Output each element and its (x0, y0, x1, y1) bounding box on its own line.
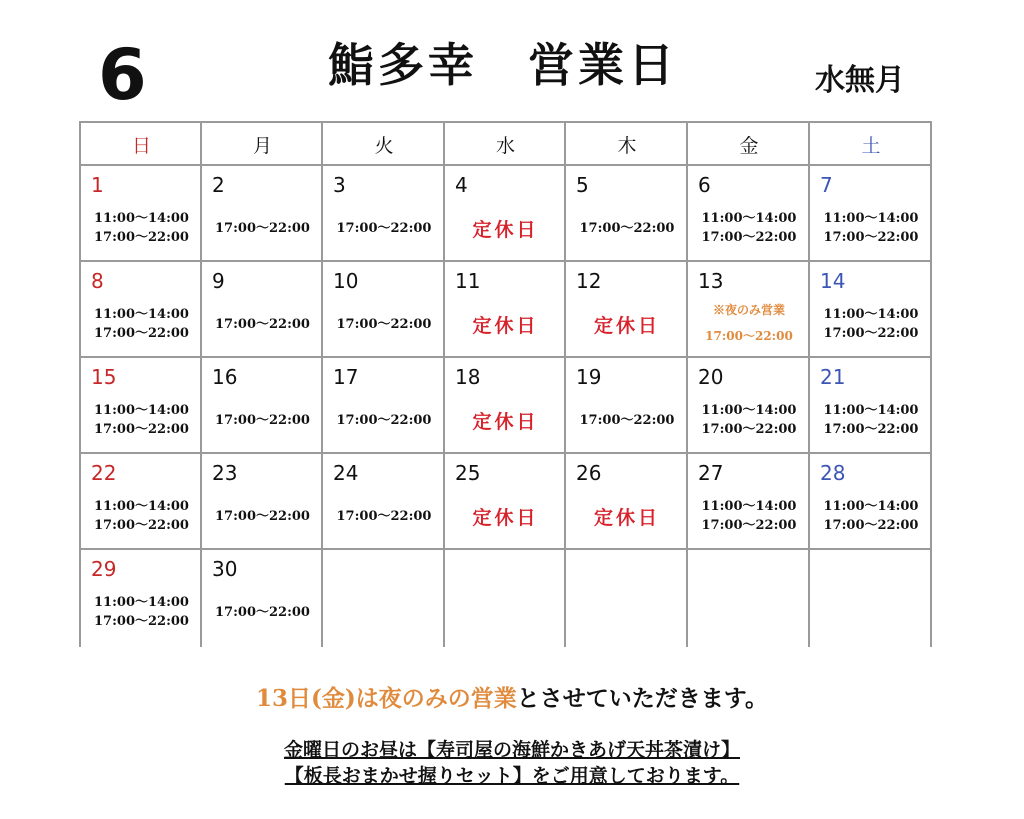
business-hours: 17:00〜22:00 (215, 221, 310, 236)
weekday-header: 土 (861, 134, 881, 157)
day-cell (810, 165, 932, 261)
day-number: 27 (698, 461, 724, 485)
day-cell (688, 453, 810, 549)
month-name: 水無月 (815, 63, 905, 98)
notice-text (0, 680, 1024, 713)
day-cell (323, 453, 445, 549)
business-hours: 11:00〜14:00 17:00〜22:00 (823, 211, 919, 245)
day-number: 6 (698, 173, 711, 197)
business-hours: 17:00〜22:00 (336, 317, 432, 332)
weekday-header: 月 (252, 134, 272, 157)
closed-day-label: 定休日 (593, 315, 660, 337)
month-number: 6 (98, 34, 147, 116)
day-cell (566, 357, 688, 453)
weekday-header: 金 (739, 134, 759, 157)
business-hours: 11:00〜14:00 17:00〜22:00 (701, 499, 797, 533)
business-hours: 17:00〜22:00 (336, 413, 432, 428)
business-hours: 17:00〜22:00 (215, 413, 310, 428)
calendar-grid (79, 121, 932, 647)
day-cell (323, 261, 445, 357)
business-hours: 17:00〜22:00 (215, 509, 310, 524)
day-number: 17 (333, 365, 359, 389)
notice-highlight: 13日(金)は夜のみの営業 (256, 685, 517, 712)
business-hours: 11:00〜14:00 17:00〜22:00 (823, 403, 919, 437)
special-hours-note: ※夜のみ営業 17:00〜22:00 (705, 303, 793, 343)
day-number: 20 (698, 365, 724, 389)
business-hours: 17:00〜22:00 (215, 317, 310, 332)
day-number: 24 (333, 461, 359, 485)
day-number: 18 (455, 365, 481, 389)
notice-rest: とさせていただきます。 (516, 685, 768, 712)
business-hours: 11:00〜14:00 17:00〜22:00 (94, 595, 189, 629)
day-cell (445, 453, 566, 549)
business-hours: 17:00〜22:00 (215, 605, 310, 620)
day-number: 11 (455, 269, 481, 293)
day-number: 28 (820, 461, 846, 485)
business-hours: 11:00〜14:00 17:00〜22:00 (94, 211, 189, 245)
day-cell (202, 261, 323, 357)
day-cell (81, 357, 202, 453)
day-cell (566, 165, 688, 261)
day-cell (445, 261, 566, 357)
day-cell (202, 453, 323, 549)
day-cell (323, 357, 445, 453)
closed-day-label: 定休日 (472, 411, 539, 433)
day-number: 1 (91, 173, 104, 197)
day-number: 3 (333, 173, 346, 197)
day-cell (81, 453, 202, 549)
day-number: 12 (576, 269, 602, 293)
business-hours: 17:00〜22:00 (579, 413, 675, 428)
day-number: 26 (576, 461, 602, 485)
business-hours: 11:00〜14:00 17:00〜22:00 (94, 307, 189, 341)
day-cell (81, 261, 202, 357)
weekday-header: 水 (495, 134, 515, 157)
day-cell (323, 165, 445, 261)
day-cell (202, 165, 323, 261)
page-title: 鮨多幸 営業日 (328, 38, 678, 92)
business-hours: 11:00〜14:00 17:00〜22:00 (94, 499, 189, 533)
day-number: 13 (698, 269, 724, 293)
business-hours: 11:00〜14:00 17:00〜22:00 (823, 499, 919, 533)
day-cell (566, 261, 688, 357)
day-cell (566, 549, 688, 647)
day-number: 9 (212, 269, 225, 293)
closed-day-label: 定休日 (472, 315, 539, 337)
day-number: 15 (91, 365, 117, 389)
day-number: 4 (455, 173, 468, 197)
day-cell (323, 549, 445, 647)
day-cell (81, 165, 202, 261)
day-number: 5 (576, 173, 589, 197)
day-cell (688, 549, 810, 647)
day-cell (810, 549, 932, 647)
weekday-header: 木 (617, 134, 637, 157)
day-number: 22 (91, 461, 117, 485)
day-number: 14 (820, 269, 846, 293)
closed-day-label: 定休日 (472, 507, 539, 529)
day-cell (810, 453, 932, 549)
day-cell (202, 357, 323, 453)
day-number: 23 (212, 461, 238, 485)
day-cell (688, 357, 810, 453)
day-cell (810, 261, 932, 357)
day-cell (445, 357, 566, 453)
day-number: 16 (212, 365, 238, 389)
business-hours: 11:00〜14:00 17:00〜22:00 (701, 403, 797, 437)
day-cell (566, 453, 688, 549)
business-hours: 17:00〜22:00 (336, 221, 432, 236)
day-number: 10 (333, 269, 359, 293)
business-hours: 11:00〜14:00 17:00〜22:00 (701, 211, 797, 245)
business-hours: 11:00〜14:00 17:00〜22:00 (823, 307, 919, 341)
day-number: 30 (212, 557, 238, 581)
day-number: 21 (820, 365, 846, 389)
day-cell (81, 549, 202, 647)
weekday-header: 日 (131, 134, 151, 157)
day-cell (688, 261, 810, 357)
day-cell (688, 165, 810, 261)
day-cell (445, 165, 566, 261)
business-hours: 17:00〜22:00 (336, 509, 432, 524)
day-cell (445, 549, 566, 647)
day-cell (202, 549, 323, 647)
business-hours: 17:00〜22:00 (579, 221, 675, 236)
day-number: 7 (820, 173, 833, 197)
day-number: 29 (91, 557, 117, 581)
business-hours: 11:00〜14:00 17:00〜22:00 (94, 403, 189, 437)
day-number: 8 (91, 269, 104, 293)
day-number: 25 (455, 461, 481, 485)
day-number: 2 (212, 173, 225, 197)
lunch-note-line-1: 金曜日のお昼は【寿司屋の海鮮かきあげ天丼茶漬け】 (283, 739, 740, 761)
lunch-note-line-2: 【板長おまかせ握りセット】をご用意しております。 (284, 765, 740, 787)
closed-day-label: 定休日 (472, 219, 539, 241)
day-cell (810, 357, 932, 453)
day-number: 19 (576, 365, 602, 389)
weekday-header: 火 (374, 134, 394, 157)
closed-day-label: 定休日 (593, 507, 660, 529)
